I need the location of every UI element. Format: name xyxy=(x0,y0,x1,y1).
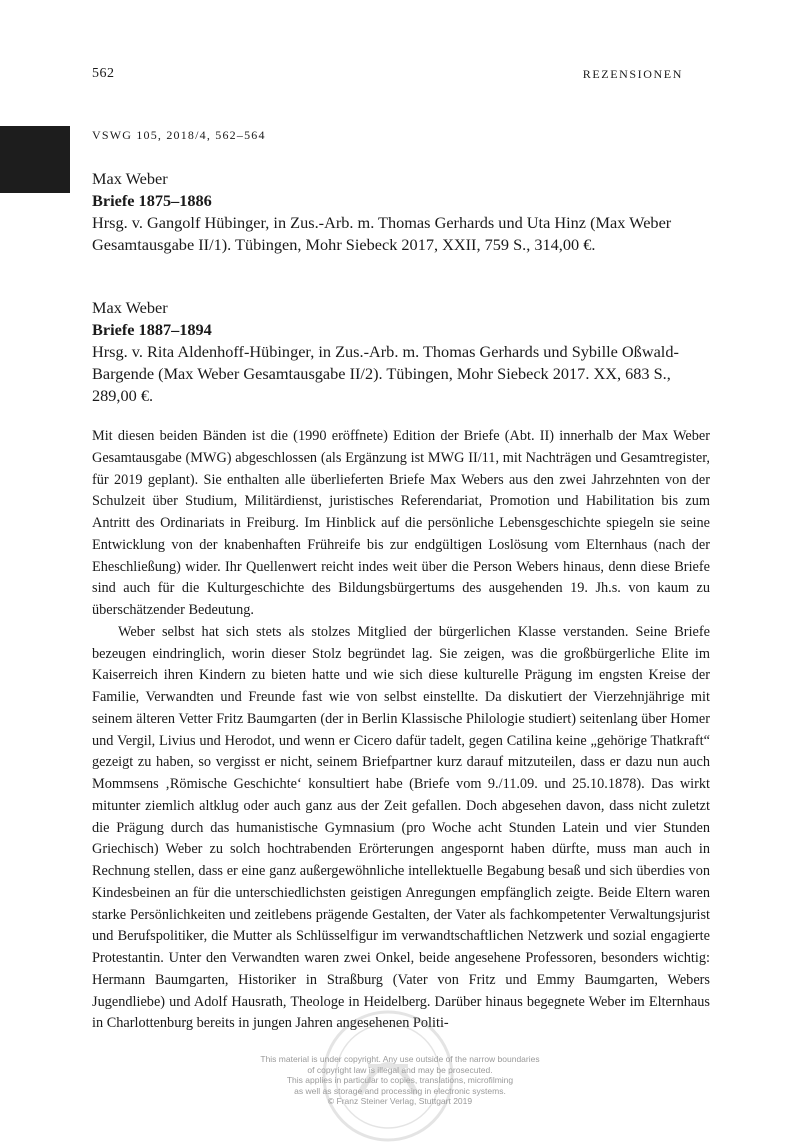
copyright-line: This applies in particular to copies, translations, microfilming xyxy=(286,1075,514,1086)
copyright-line: © Franz Steiner Verlag, Stuttgart 2019 xyxy=(327,1096,473,1107)
copyright-line: of copyright law is illegal and may be prosecuted. xyxy=(307,1064,493,1075)
black-margin-tab xyxy=(0,126,70,193)
review-body xyxy=(92,426,710,1035)
book-title: Briefe 1887–1894 xyxy=(92,320,212,339)
book-publication-info: Hrsg. v. Gangolf Hübinger, in Zus.-Arb. m. Thomas Gerhards und Uta Hinz (Max Weber Gesamtausgabe II/1). Tübingen, Mohr Siebeck 2017, XXII, 759 S., 314,00 €. xyxy=(92,213,672,254)
book-publication-info: Hrsg. v. Rita Aldenhoff-Hübinger, in Zus.-Arb. m. Thomas Gerhards und Sybille Oßwald-Bargende (Max Weber Gesamtausgabe II/2). Tübingen, Mohr Siebeck 2017. XX, 683 S., 289,00 €. xyxy=(92,342,679,405)
copyright-line: This material is under copyright. Any use outside of the narrow boundaries xyxy=(260,1054,540,1064)
book-title: Briefe 1875–1886 xyxy=(92,191,212,210)
journal-reference: VSWG 105, 2018/4, 562–564 xyxy=(92,128,266,142)
review-paragraph-2: Weber selbst hat sich stets als stolzes Mitglied der bürgerlichen Klasse verstanden. Seine Briefe bezeugen eindringlich, worin dieser Stolz begründet lag. Sie zeigen, was die großbürgerliche Elite im Kaiserreich ihren Kindern zu bieten hatte und wie sich diese kulturelle Prägung im engsten Kreise der Familie, Verwandten und Freunde fast wie von selbst einstellte. Da diskutiert der Vierzehnjährige mit seinem älteren Vetter Fritz Baumgarten (der in Berlin Klassische Philologie studiert) seitenlang über Homer und Vergil, Livius und Herodot, und wenn er Cicero dafür tadelt, gegen Catilina keine „gehörige Thatkraft“ gezeigt zu haben, so vergisst er nicht, seinem Briefpartner kurz darauf mitzuteilen, dass er dazu nun auch Mommsens ‚Römische Geschichte‘ konsultiert habe (Briefe vom 9./11.09. und 25.10.1878). Das wirkt mitunter ziemlich altklug oder auch ganz aus der Zeit gefallen. Doch abgesehen davon, dass nicht zuletzt die Prägung durch das humanistische Gymnasium (pro Woche acht Stunden Latein und vier Stunden Griechisch) Weber zu solch hochtrabenden Erörterungen angespornt haben dürfte, muss man auch in Rechnung stellen, dass er eine ganz außergewöhnliche intellektuelle Begabung besaß und sich überdies von Kindesbeinen an für die unterschiedlichsten geistigen Anregungen empfänglich zeigte. Beide Eltern waren starke Persönlichkeiten und zeitlebens prägende Gestalten, der Vater als fachkompetenter Verwaltungsjurist und Berufspolitiker, die Mutter als Schlüsselfigur im verwandtschaftlichen Netzwerk und sozial engagierte Protestantin. Unter den Verwandten waren zwei Onkel, beide angesehene Professoren, besonders wichtig: Hermann Baumgarten, Historiker in Straßburg (Vater von Fritz und Emmy Baumgarten, Webers Jugendliebe) und Adolf Hausrath, Theologe in Heidelberg. Darüber hinaus begegnete Weber im Elternhaus in Charlottenburg bereits in jungen Jahren angesehenen Politi- xyxy=(92,623,710,1032)
review-paragraph-1: Mit diesen beiden Bänden ist die (1990 eröffnete) Edition der Briefe (Abt. II) innerhalb der Max Weber Gesamtausgabe (MWG) abgeschlossen (als Ergänzung ist MWG II/11, mit Nachträgen und Gesamtregister, für 2019 geplant). Sie enthalten alle überlieferten Briefe Max Webers aus den zwei Jahrzehnten von der Schulzeit über Studium, Militärdienst, juristisches Referendariat, Promotion und Habilitation bis zum Antritt des Ordinariats in Freiburg. Im Hinblick auf die persönliche Lebensgeschichte spiegeln sie seine Entwicklung von der knabenhaften Frühreife bis zur endgültigen Loslösung vom Elternhaus (nach der Eheschließung) wider. Ihr Quellenwert reicht indes weit über die Person Webers hinaus, denn diese Briefe sind auch für die Kulturgeschichte des Bildungsbürgertums des ausgehenden 19. Jh.s. von kaum zu überschätzender Bedeutung. xyxy=(92,428,710,618)
book-entry-2 xyxy=(92,297,692,407)
book-author: Max Weber xyxy=(92,298,168,317)
copyright-notice xyxy=(0,1054,800,1107)
section-title: REZENSIONEN xyxy=(582,67,683,81)
book-entry-1 xyxy=(92,168,692,256)
book-author: Max Weber xyxy=(92,169,168,188)
page-number: 562 xyxy=(92,66,115,81)
copyright-line: as well as storage and processing in electronic systems. xyxy=(294,1085,506,1096)
